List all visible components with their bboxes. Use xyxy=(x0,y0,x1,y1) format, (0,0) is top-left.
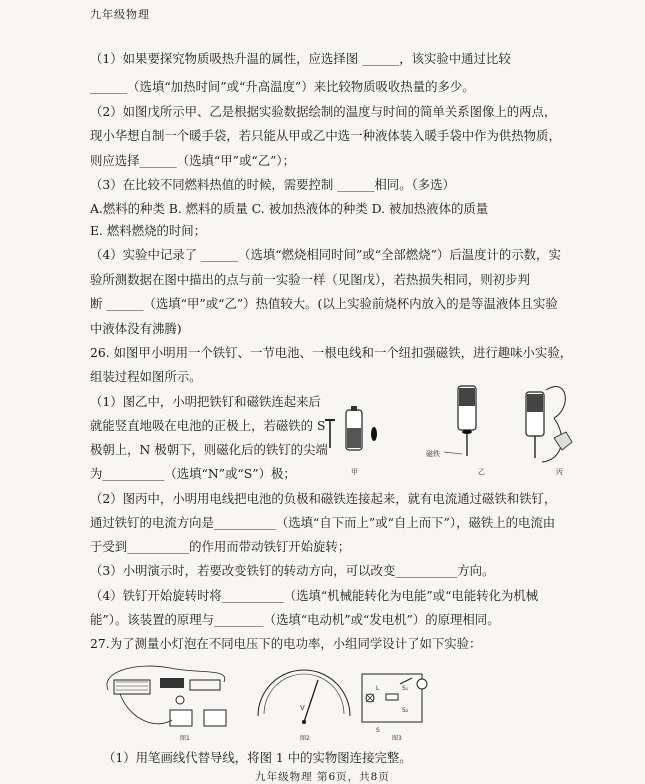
text-line: 则应选择______（选填“甲”或“乙”）； xyxy=(90,153,295,168)
text-line: 通过铁钉的电流方向是__________（选填“自下而上”或“自上而下”），磁铁上的电流由 xyxy=(90,515,556,530)
label-magnet: 磁铁 xyxy=(426,450,440,458)
text-line: （1）用笔画线代替导线，将图 1 中的实物图连接完整。 xyxy=(103,750,412,765)
switch-s2-label: S₂ xyxy=(402,707,409,714)
text-line: （3）小明演示时，若要改变铁钉的转动方向，可以改变__________方向。 xyxy=(90,563,495,578)
circuit-figures xyxy=(100,660,440,742)
nail-icon xyxy=(325,420,335,448)
text-line: 现小华想自制一个暖手袋，若只能从甲或乙中选一种液体装入暖手袋中作为供热物质， xyxy=(90,128,561,143)
text-line: （3）在比较不同燃料热值的时候，需要控制 ______相同。（多选） xyxy=(90,177,455,192)
text-line: 能”）。该装置的原理与________（选填“电动机”或“发电机”）的原理相同。 xyxy=(90,612,500,627)
switch-s1-label: S₁ xyxy=(402,685,409,692)
lamp-label: L xyxy=(376,685,380,692)
circuit-diagram xyxy=(362,674,427,722)
text-line: 断 ______（选填“甲”或“乙”）热值较大。(以上实验前烧杯内放入的是等温液体且实验 xyxy=(90,296,558,311)
text-line: 中液体没有沸腾) xyxy=(90,321,182,336)
magnet-icon xyxy=(371,427,377,441)
text-line: E. 燃料燃烧的时间； xyxy=(90,223,207,238)
text-line: （1）如果要探究物质吸热升温的属性，应选择图 ______，该实验中通过比较 xyxy=(90,51,511,66)
text-line: ______（选填“加热时间”或“升高温度”）来比较物质吸收热量的多少。 xyxy=(90,79,475,94)
text-line: （1）图乙中，小明把铁钉和磁铁连起来后 xyxy=(90,394,321,409)
page-header: 九年级物理 xyxy=(90,8,150,21)
text-line: 就能竖直地吸在电池的正极上，若磁铁的 S xyxy=(90,418,326,433)
label-fig2: 图2 xyxy=(300,735,310,742)
text-line: （2）如图戊所示甲、乙是根据实验数据绘制的温度与时间的简单关系图像上的两点， xyxy=(90,104,557,119)
text-line: 极朝上，N 极朝下，则磁化后的铁钉的尖端 xyxy=(90,442,328,457)
text-line: 26. 如图甲小明用一个铁钉、一节电池、一根电线和一个纽扣强磁铁，进行趣味小实验， xyxy=(90,345,573,360)
switch-s-label: S xyxy=(376,727,380,734)
text-line: （4）铁钉开始旋转时将__________（选填“机械能转化为电能”或“电能转化为机械 xyxy=(90,588,539,603)
magnet-experiment-figure xyxy=(318,378,580,482)
label-jia: 甲 xyxy=(351,468,358,476)
text-line: 组装过程如图所示。 xyxy=(90,369,202,384)
text-line: （2）图丙中，小明用电线把电池的负极和磁铁连接起来，就有电流通过磁铁和铁钉， xyxy=(90,491,557,506)
meter-dial-icon xyxy=(258,670,350,724)
label-fig1: 图1 xyxy=(180,735,190,742)
battery-upright-icon xyxy=(458,386,476,456)
text-line: 27.为了测量小灯泡在不同电压下的电功率，小组同学设计了如下实验： xyxy=(90,636,482,651)
label-yi: 乙 xyxy=(478,468,485,476)
text-line: A.燃料的种类 B. 燃料的质量 C. 被加热液体的种类 D. 被加热液体的质量 xyxy=(90,201,489,216)
text-line: （4）实验中记录了 ______（选填“燃烧相同时间”或“全部燃烧”）后温度计的示数，实 xyxy=(90,247,561,262)
text-line: 于受到__________的作用而带动铁钉开始旋转； xyxy=(90,539,351,554)
text-line: 验所测数据在图中描出的点与前一实验一样（见图戊），若热损失相同，则初步判 xyxy=(90,272,530,287)
label-bing: 丙 xyxy=(556,468,563,476)
battery-icon xyxy=(346,406,362,450)
page-footer: 九年级物理 第6页，共8页 xyxy=(255,771,390,783)
label-fig3: 图3 xyxy=(392,735,402,742)
apparatus-sketch xyxy=(107,666,226,726)
meter-label: V xyxy=(300,704,305,712)
battery-wired-icon xyxy=(526,387,572,462)
text-line: 为__________（选填“N”或“S”）极； xyxy=(90,466,296,481)
